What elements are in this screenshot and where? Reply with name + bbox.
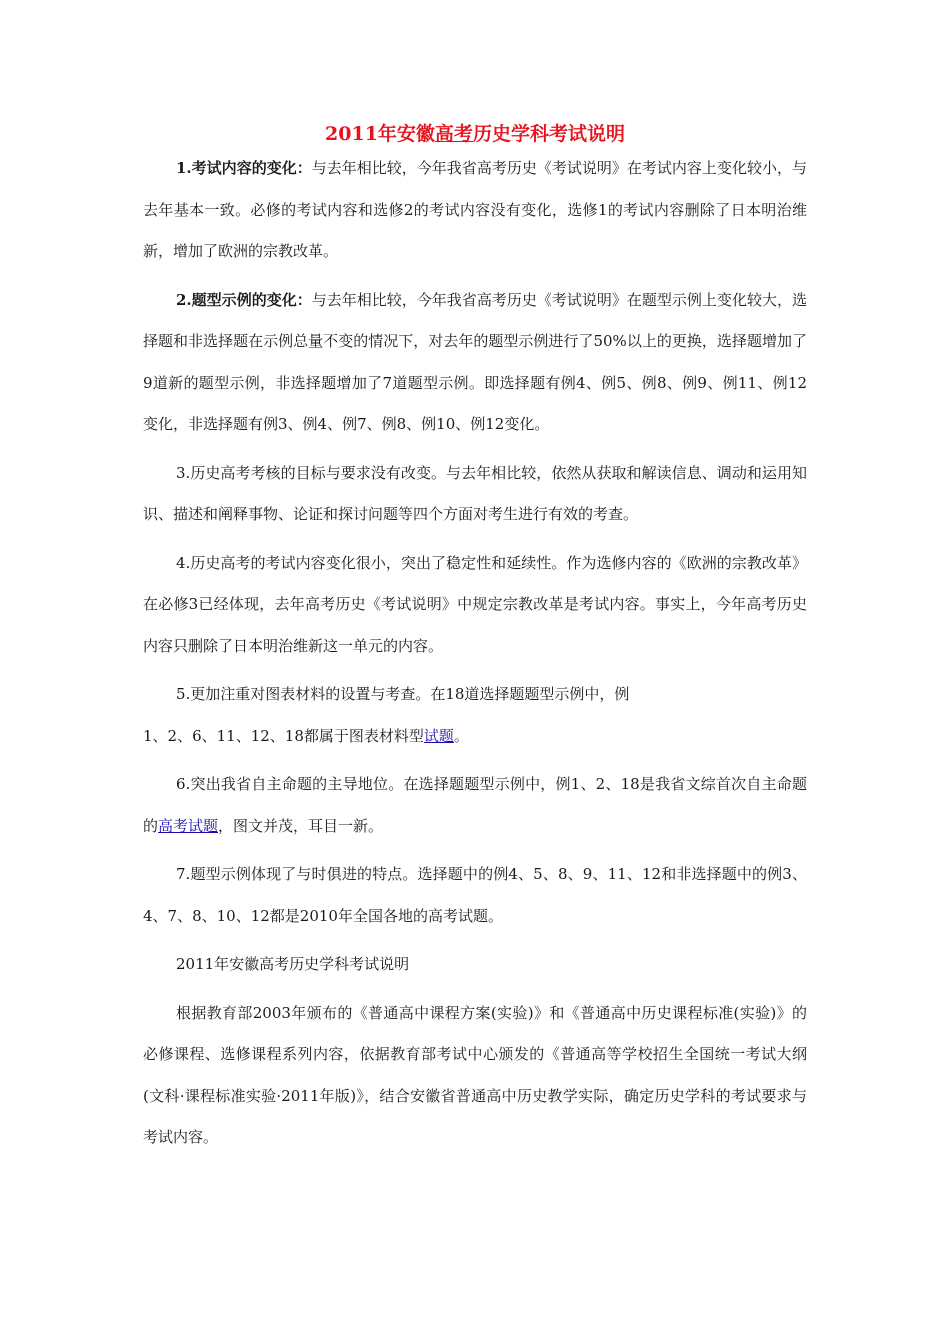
paragraph-8 xyxy=(143,993,807,1159)
paragraph-5-line-2 xyxy=(143,716,807,758)
title-part-3: 历史学科考试说明 xyxy=(472,123,625,145)
paragraph-2-text: 与去年相比较，今年我省高考历史《考试说明》在题型示例上变化较大，选择题和非选择题在示例总量不变的情况下，对去年的题型示例进行了50%以上的更换，选择题增加了9道新的题型示例，非选择题增加了7道题型示例。即选择题有例4、例5、例8、例9、例11、例12变化，非选择题有例3、例4、例7、例8、例10、例12变化。 xyxy=(143,290,807,433)
title-part-2: 高考 xyxy=(434,123,473,145)
paragraph-3 xyxy=(143,453,807,536)
paragraph-1-text: 与去年相比较，今年我省高考历史《考试说明》在考试内容上变化较小，与去年基本一致。必修的考试内容和选修2的考试内容没有变化，选修1的考试内容删除了日本明治维新，增加了欧洲的宗教改革。 xyxy=(143,159,807,260)
paragraph-1-lead: 1.考试内容的变化： xyxy=(176,159,312,177)
paragraph-5 xyxy=(143,674,807,757)
paragraph-8-text: 根据教育部2003年颁布的《普通高中课程方案(实验)》和《普通高中历史课程标准(实验)》的必修课程、选修课程系列内容，依据教育部考试中心颁发的《普通高等学校招生全国统一考试大纲(文科·课程标准实验·2011年版)》，结合安徽省普通高中历史教学实际，确定历史学科的考试要求与考试内容。 xyxy=(143,1003,807,1146)
document-title xyxy=(143,118,807,150)
paragraph-5-text-2: 1、2、6、11、12、18都属于图表材料型 xyxy=(143,726,424,745)
paragraph-6-end: ，图文并茂，耳目一新。 xyxy=(218,816,384,835)
paragraph-5-text-1: 5.更加注重对图表材料的设置与考查。在18道选择题题型示例中，例 xyxy=(176,685,630,703)
paragraph-5-link[interactable]: 试题 xyxy=(423,726,454,745)
paragraph-1 xyxy=(143,148,807,273)
paragraph-6-link[interactable]: 高考试题 xyxy=(158,816,219,835)
paragraph-6-text: 6.突出我省自主命题的主导地位。在选择题题型示例中，例1、2、18是我省文综首次自主命题的 xyxy=(143,775,807,835)
document-page xyxy=(143,118,807,1166)
title-part-1: 2011年安徽 xyxy=(325,123,435,145)
paragraph-2 xyxy=(143,280,807,446)
paragraph-4 xyxy=(143,543,807,668)
paragraph-6 xyxy=(143,764,807,847)
paragraph-5-end: 。 xyxy=(453,726,469,745)
paragraph-4-text: 4.历史高考的考试内容变化很小，突出了稳定性和延续性。作为选修内容的《欧洲的宗教改革》在必修3已经体现，去年高考历史《考试说明》中规定宗教改革是考试内容。事实上，今年高考历史内容只删除了日本明治维新这一单元的内容。 xyxy=(143,553,807,655)
paragraph-3-text: 3.历史高考考核的目标与要求没有改变。与去年相比较，依然从获取和解读信息、调动和运用知识、描述和阐释事物、论证和探讨问题等四个方面对考生进行有效的考查。 xyxy=(143,463,807,523)
paragraph-2-lead: 2.题型示例的变化： xyxy=(176,290,312,309)
paragraph-7 xyxy=(143,854,807,937)
section-subtitle: 2011年安徽高考历史学科考试说明 xyxy=(176,955,410,973)
paragraph-7-text: 7.题型示例体现了与时俱进的特点。选择题中的例4、5、8、9、11、12和非选择题中的例3、4、7、8、10、12都是2010年全国各地的高考试题。 xyxy=(143,865,807,925)
